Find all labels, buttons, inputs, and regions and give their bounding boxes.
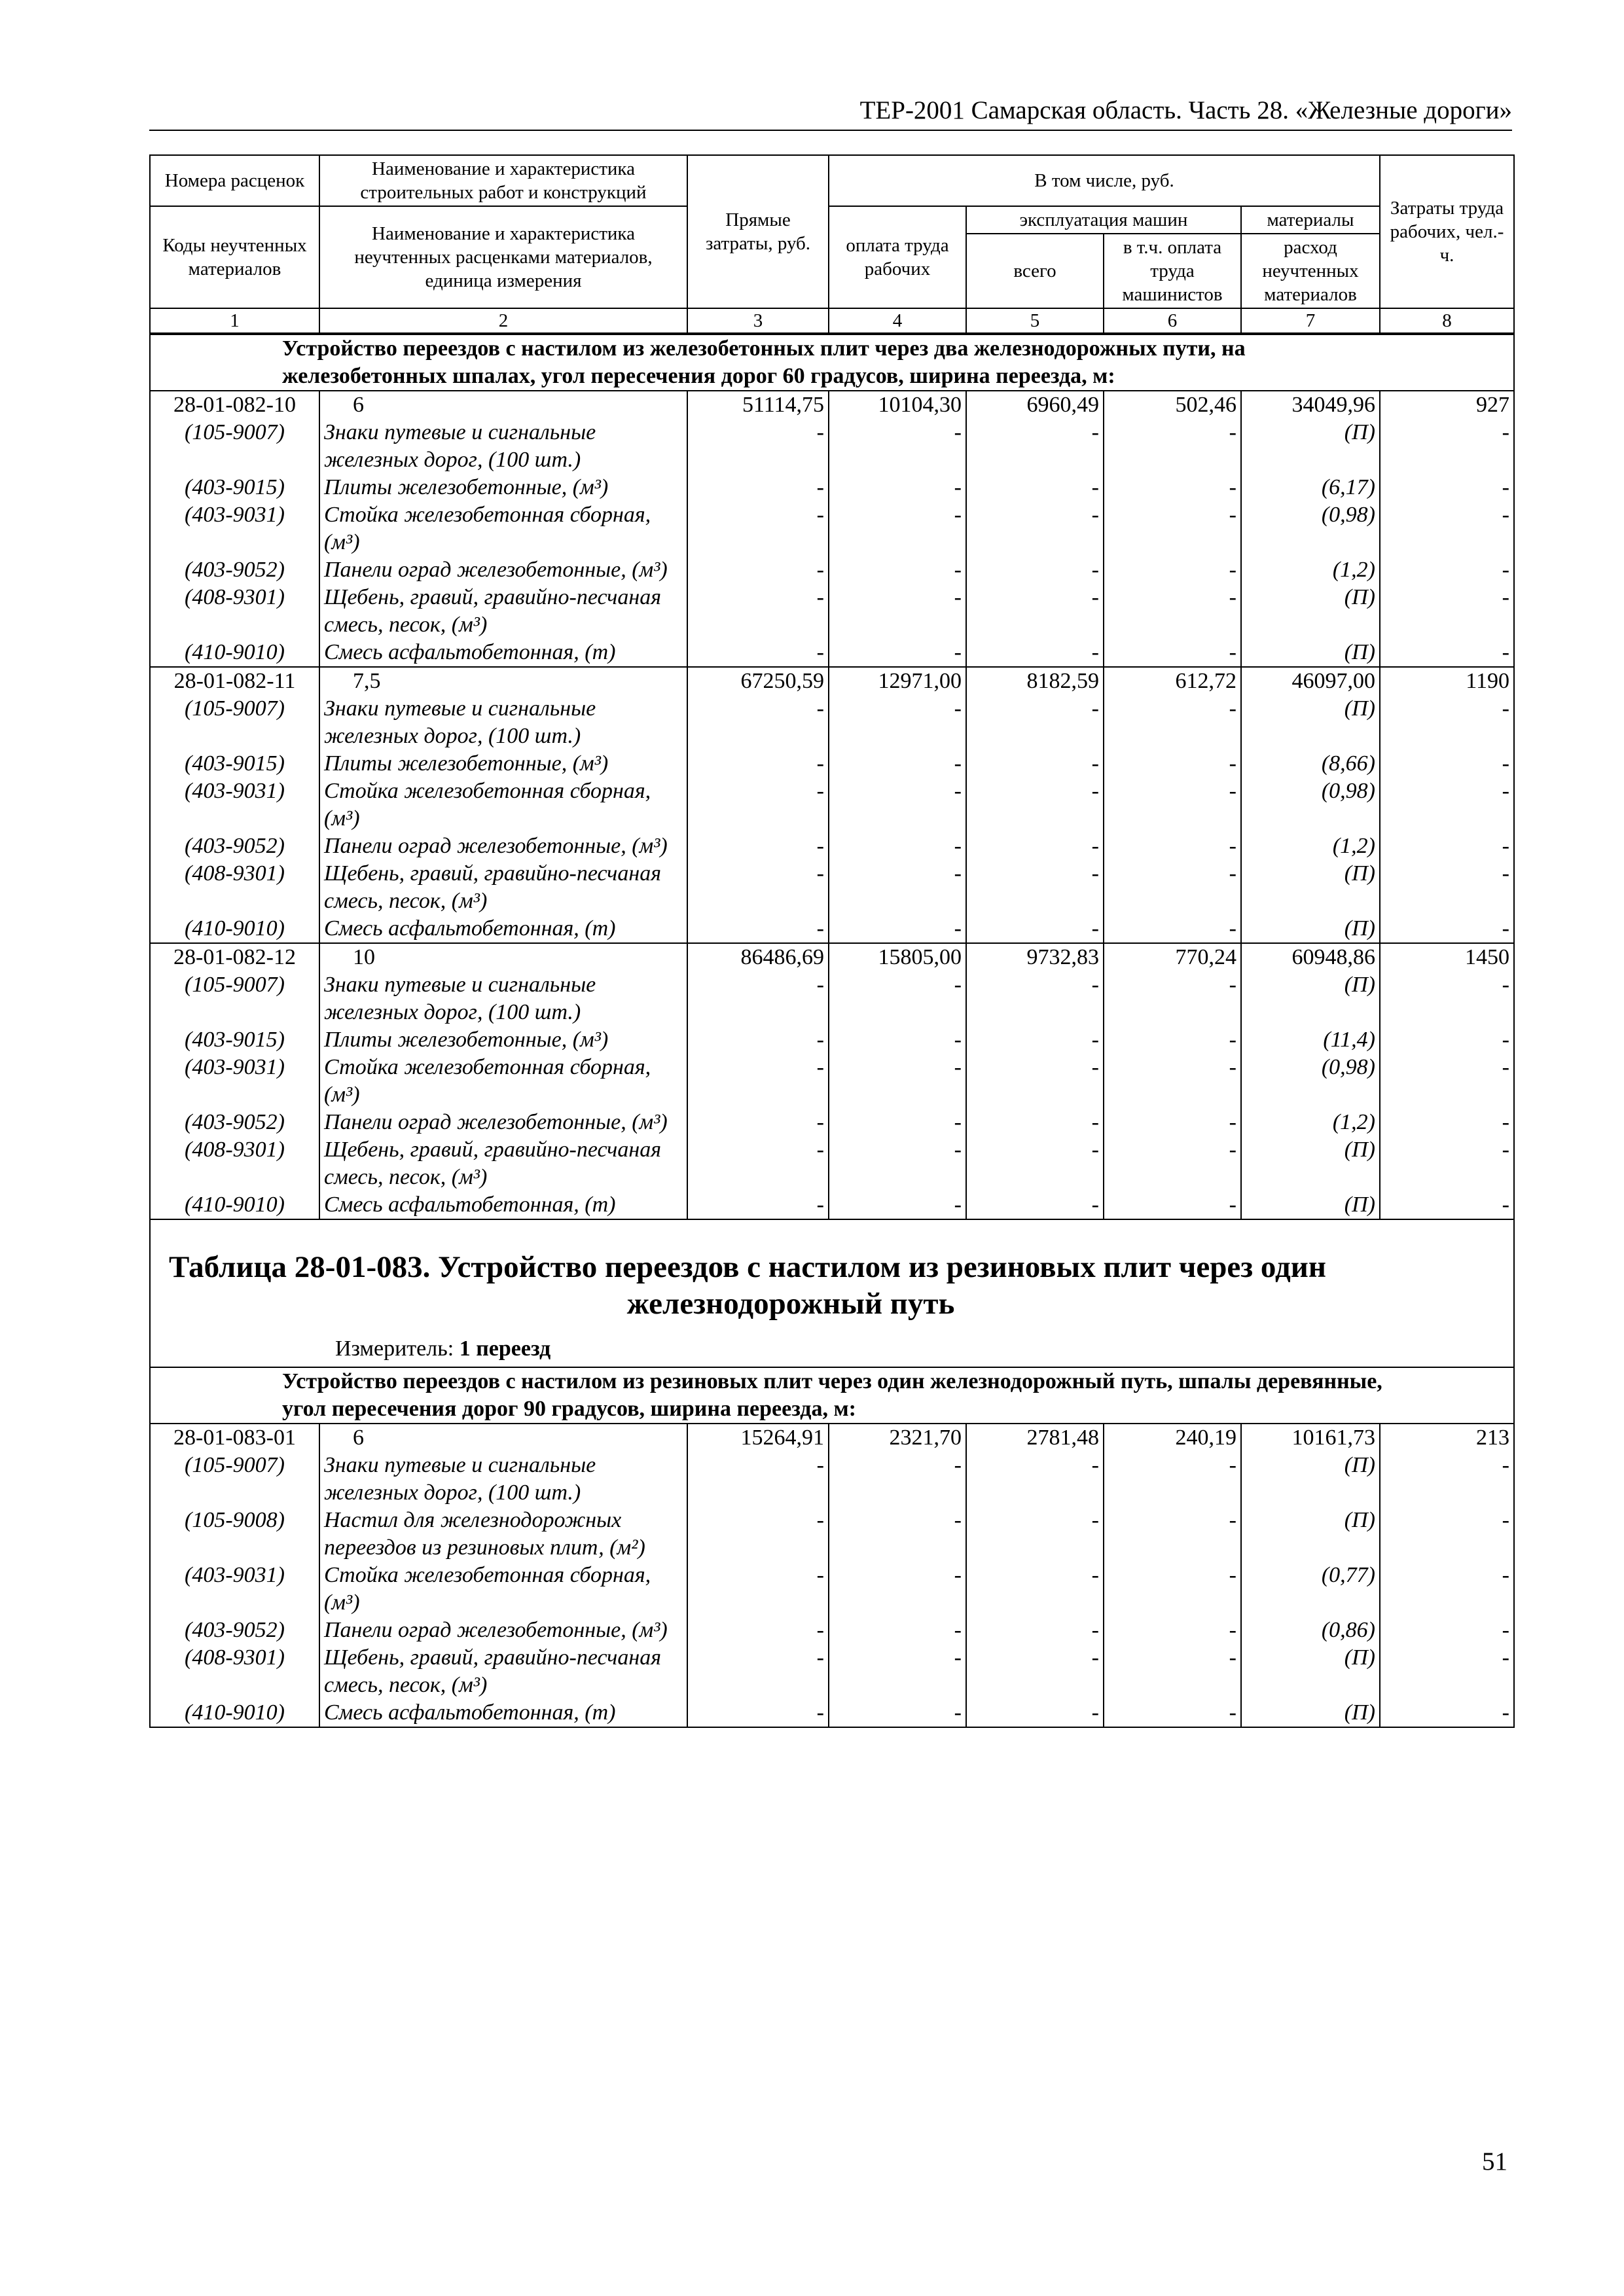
material-quantity: (П) [1241, 419, 1380, 474]
material-row [151, 1699, 1513, 1727]
dash-cell: - [829, 695, 966, 750]
rate-code: 28-01-082-10 [151, 391, 319, 419]
machinist-pay: 770,24 [1104, 943, 1241, 971]
dash-cell: - [1380, 501, 1513, 556]
material-name: Плиты железобетонные, (м³) [319, 1026, 687, 1054]
header-work-name: Наименование и характеристика строительных работ и конструкций [319, 155, 687, 206]
dash-cell: - [829, 474, 966, 501]
dash-cell: - [1380, 915, 1513, 943]
column-number: 2 [319, 308, 687, 333]
material-code: (408-9301) [185, 1645, 285, 1670]
direct-costs: 86486,69 [687, 943, 829, 971]
page-number: 51 [1482, 2147, 1507, 2176]
header-materials: материалы [1241, 206, 1380, 234]
dash-cell: - [829, 501, 966, 556]
machine-costs: 2781,48 [966, 1424, 1104, 1452]
dash-cell: - [1380, 778, 1513, 833]
dash-cell: - [687, 501, 829, 556]
material-row [151, 1109, 1513, 1136]
dash-cell: - [966, 750, 1104, 778]
crossing-width: 6 [319, 1424, 687, 1452]
section-2-table [151, 1367, 1513, 1727]
section-title: Устройство переездов с настилом из железобетонных плит через два железнодорожных пути, на железобетонных шпалах, угол пересечения дорог 60 градусов, ширина переезда, м: [151, 334, 1513, 391]
dash-cell: - [829, 1562, 966, 1617]
measurement-unit: Измеритель: 1 переезд [335, 1336, 551, 1361]
dash-cell: - [687, 1026, 829, 1054]
dash-cell: - [966, 1644, 1104, 1699]
dash-cell: - [687, 860, 829, 915]
material-quantity: (0,77) [1241, 1562, 1380, 1617]
material-name: Смесь асфальтобетонная, (т) [319, 639, 687, 667]
crossing-width: 6 [319, 391, 687, 419]
dash-cell: - [966, 1452, 1104, 1507]
dash-cell: - [966, 1191, 1104, 1219]
material-name: Плиты железобетонные, (м³) [319, 750, 687, 778]
header-material-name: Наименование и характеристика неучтенных расценками материалов, единица измерения [319, 206, 687, 308]
material-quantity: (1,2) [1241, 1109, 1380, 1136]
dash-cell: - [966, 778, 1104, 833]
material-name: Стойка железобетонная сборная, (м³) [319, 501, 687, 556]
dash-cell: - [1380, 474, 1513, 501]
section-1-table [151, 334, 1513, 1219]
material-code: (403-9031) [185, 779, 285, 803]
dash-cell: - [1104, 695, 1241, 750]
material-quantity: (П) [1241, 971, 1380, 1026]
dash-cell: - [1380, 750, 1513, 778]
dash-cell: - [687, 639, 829, 667]
header-worker-pay: оплата труда рабочих [829, 206, 966, 308]
dash-cell: - [1104, 1054, 1241, 1109]
dash-cell: - [829, 1699, 966, 1727]
material-row [151, 1191, 1513, 1219]
material-row [151, 915, 1513, 943]
material-name: Панели оград железобетонные, (м³) [319, 1109, 687, 1136]
dash-cell: - [1104, 1109, 1241, 1136]
material-quantity: (П) [1241, 915, 1380, 943]
dash-cell: - [966, 1136, 1104, 1191]
material-quantity: (6,17) [1241, 474, 1380, 501]
dash-cell: - [1104, 1644, 1241, 1699]
dash-cell: - [1104, 419, 1241, 474]
dash-cell: - [966, 501, 1104, 556]
dash-cell: - [687, 1699, 829, 1727]
material-name: Панели оград железобетонные, (м³) [319, 556, 687, 584]
dash-cell: - [1104, 833, 1241, 860]
header-rate-numbers: Номера расценок [151, 155, 319, 206]
dash-cell: - [687, 695, 829, 750]
dash-cell: - [1104, 971, 1241, 1026]
header-unaccounted-materials: расход неучтенных материалов [1241, 234, 1380, 308]
worker-pay: 12971,00 [829, 667, 966, 695]
dash-cell: - [1104, 1026, 1241, 1054]
dash-cell: - [1380, 1452, 1513, 1507]
labor-hours: 213 [1380, 1424, 1513, 1452]
rate-row [151, 391, 1513, 419]
material-row [151, 1136, 1513, 1191]
header-material-codes: Коды неучтенных материалов [151, 206, 319, 308]
material-row [151, 833, 1513, 860]
material-code: (408-9301) [185, 1138, 285, 1162]
dash-cell: - [966, 1699, 1104, 1727]
dash-cell: - [829, 915, 966, 943]
dash-cell: - [1104, 915, 1241, 943]
worker-pay: 10104,30 [829, 391, 966, 419]
material-quantity: (0,98) [1241, 501, 1380, 556]
dash-cell: - [829, 1136, 966, 1191]
dash-cell: - [966, 860, 1104, 915]
dash-cell: - [1104, 1191, 1241, 1219]
dash-cell: - [1104, 639, 1241, 667]
material-code: (403-9015) [185, 1028, 285, 1052]
dash-cell: - [1380, 1644, 1513, 1699]
rate-row [151, 667, 1513, 695]
material-quantity: (8,66) [1241, 750, 1380, 778]
material-quantity: (П) [1241, 1699, 1380, 1727]
material-code: (105-9007) [185, 696, 285, 721]
machinist-pay: 502,46 [1104, 391, 1241, 419]
material-code: (403-9031) [185, 503, 285, 527]
machine-costs: 9732,83 [966, 943, 1104, 971]
dash-cell: - [1104, 1507, 1241, 1562]
material-quantity: (П) [1241, 1507, 1380, 1562]
dash-cell: - [829, 860, 966, 915]
dash-cell: - [687, 584, 829, 639]
column-number: 8 [1380, 308, 1513, 333]
table-header [151, 154, 1513, 334]
dash-cell: - [966, 971, 1104, 1026]
dash-cell: - [1380, 860, 1513, 915]
rate-code: 28-01-082-12 [151, 943, 319, 971]
labor-hours: 1190 [1380, 667, 1513, 695]
machinist-pay: 240,19 [1104, 1424, 1241, 1452]
column-number: 4 [829, 308, 966, 333]
dash-cell: - [829, 556, 966, 584]
material-code: (403-9052) [185, 558, 285, 582]
material-code: (408-9301) [185, 861, 285, 886]
material-code: (408-9301) [185, 585, 285, 609]
material-name: Смесь асфальтобетонная, (т) [319, 915, 687, 943]
dash-cell: - [829, 1507, 966, 1562]
material-quantity: (П) [1241, 584, 1380, 639]
header-machine-operation: эксплуатация машин [966, 206, 1241, 234]
material-row [151, 1507, 1513, 1562]
material-row [151, 750, 1513, 778]
dash-cell: - [829, 1191, 966, 1219]
dash-cell: - [966, 1507, 1104, 1562]
dash-cell: - [1104, 750, 1241, 778]
material-row [151, 639, 1513, 667]
dash-cell: - [966, 695, 1104, 750]
material-quantity: (П) [1241, 1191, 1380, 1219]
dash-cell: - [966, 1054, 1104, 1109]
document-title: ТЕР-2001 Самарская область. Часть 28. «Железные дороги» [859, 96, 1512, 124]
table-title: Таблица 28-01-083. Устройство переездов с настилом из резиновых плит через один железнодорожный путь [169, 1250, 1326, 1321]
dash-cell: - [1104, 556, 1241, 584]
dash-cell: - [1380, 584, 1513, 639]
material-code: (105-9007) [185, 973, 285, 997]
page-header [149, 90, 1512, 131]
dash-cell: - [1380, 1026, 1513, 1054]
material-name: Щебень, гравий, гравийно-песчаная смесь, песок, (м³) [319, 584, 687, 639]
dash-cell: - [1380, 971, 1513, 1026]
rate-row [151, 943, 1513, 971]
dash-cell: - [829, 778, 966, 833]
material-quantity: (0,86) [1241, 1617, 1380, 1644]
rate-code: 28-01-083-01 [151, 1424, 319, 1452]
material-code: (105-9008) [185, 1508, 285, 1532]
material-name: Стойка железобетонная сборная, (м³) [319, 1562, 687, 1617]
direct-costs: 15264,91 [687, 1424, 829, 1452]
dash-cell: - [966, 1026, 1104, 1054]
dash-cell: - [1104, 474, 1241, 501]
material-row [151, 1562, 1513, 1617]
material-row [151, 1054, 1513, 1109]
crossing-width: 7,5 [319, 667, 687, 695]
dash-cell: - [1380, 419, 1513, 474]
dash-cell: - [829, 584, 966, 639]
worker-pay: 15805,00 [829, 943, 966, 971]
machinist-pay: 612,72 [1104, 667, 1241, 695]
material-code: (410-9010) [185, 916, 285, 941]
material-name: Щебень, гравий, гравийно-песчаная смесь, песок, (м³) [319, 860, 687, 915]
column-number: 6 [1104, 308, 1241, 333]
dash-cell: - [966, 1562, 1104, 1617]
material-name: Стойка железобетонная сборная, (м³) [319, 778, 687, 833]
dash-cell: - [829, 1054, 966, 1109]
dash-cell: - [829, 750, 966, 778]
dash-cell: - [687, 1452, 829, 1507]
dash-cell: - [687, 474, 829, 501]
material-row [151, 695, 1513, 750]
material-code: (105-9007) [185, 420, 285, 444]
material-name: Знаки путевые и сигнальные железных дорог, (100 шт.) [319, 1452, 687, 1507]
material-quantity: (1,2) [1241, 556, 1380, 584]
dash-cell: - [1380, 556, 1513, 584]
column-number: 1 [151, 308, 319, 333]
material-code: (410-9010) [185, 640, 285, 664]
material-row [151, 419, 1513, 474]
dash-cell: - [966, 1617, 1104, 1644]
dash-cell: - [1380, 695, 1513, 750]
material-name: Стойка железобетонная сборная, (м³) [319, 1054, 687, 1109]
material-quantity: (0,98) [1241, 778, 1380, 833]
material-code: (105-9007) [185, 1453, 285, 1477]
dash-cell: - [966, 639, 1104, 667]
dash-cell: - [829, 419, 966, 474]
machine-costs: 6960,49 [966, 391, 1104, 419]
dash-cell: - [687, 419, 829, 474]
material-row [151, 1452, 1513, 1507]
dash-cell: - [687, 1191, 829, 1219]
material-row [151, 971, 1513, 1026]
dash-cell: - [1104, 860, 1241, 915]
material-name: Настил для железнодорожных переездов из резиновых плит, (м²) [319, 1507, 687, 1562]
material-name: Смесь асфальтобетонная, (т) [319, 1191, 687, 1219]
dash-cell: - [829, 1644, 966, 1699]
material-quantity: (П) [1241, 1644, 1380, 1699]
dash-cell: - [1104, 501, 1241, 556]
dash-cell: - [1380, 1054, 1513, 1109]
dash-cell: - [1380, 1617, 1513, 1644]
material-name: Знаки путевые и сигнальные железных дорог, (100 шт.) [319, 419, 687, 474]
dash-cell: - [1380, 1699, 1513, 1727]
dash-cell: - [1104, 1562, 1241, 1617]
rates-sheet [149, 154, 1515, 1728]
material-code: (403-9015) [185, 475, 285, 499]
worker-pay: 2321,70 [829, 1424, 966, 1452]
dash-cell: - [1104, 1136, 1241, 1191]
labor-hours: 1450 [1380, 943, 1513, 971]
dash-cell: - [687, 915, 829, 943]
material-row [151, 860, 1513, 915]
dash-cell: - [1380, 1136, 1513, 1191]
dash-cell: - [829, 971, 966, 1026]
material-code: (403-9015) [185, 751, 285, 776]
dash-cell: - [1380, 1562, 1513, 1617]
rate-code: 28-01-082-11 [151, 667, 319, 695]
dash-cell: - [829, 1026, 966, 1054]
dash-cell: - [687, 833, 829, 860]
dash-cell: - [1104, 778, 1241, 833]
dash-cell: - [829, 1109, 966, 1136]
dash-cell: - [829, 1452, 966, 1507]
material-row [151, 501, 1513, 556]
dash-cell: - [1380, 1191, 1513, 1219]
material-code: (403-9052) [185, 1110, 285, 1134]
dash-cell: - [966, 419, 1104, 474]
material-code: (403-9031) [185, 1055, 285, 1079]
material-name: Щебень, гравий, гравийно-песчаная смесь, песок, (м³) [319, 1136, 687, 1191]
material-row [151, 584, 1513, 639]
header-direct-costs: Прямые затраты, руб. [687, 155, 829, 308]
material-name: Знаки путевые и сигнальные железных дорог, (100 шт.) [319, 971, 687, 1026]
dash-cell: - [1380, 639, 1513, 667]
section-title: Устройство переездов с настилом из резиновых плит через один железнодорожный путь, шпалы деревянные, угол пересечения дорог 90 градусов, ширина переезда, м: [151, 1367, 1513, 1424]
material-costs: 34049,96 [1241, 391, 1380, 419]
material-row [151, 778, 1513, 833]
material-name: Щебень, гравий, гравийно-песчаная смесь, песок, (м³) [319, 1644, 687, 1699]
material-quantity: (1,2) [1241, 833, 1380, 860]
material-code: (410-9010) [185, 1700, 285, 1725]
material-row [151, 474, 1513, 501]
material-quantity: (11,4) [1241, 1026, 1380, 1054]
material-quantity: (П) [1241, 639, 1380, 667]
material-code: (410-9010) [185, 1193, 285, 1217]
dash-cell: - [1380, 833, 1513, 860]
material-name: Смесь асфальтобетонная, (т) [319, 1699, 687, 1727]
material-costs: 46097,00 [1241, 667, 1380, 695]
dash-cell: - [829, 639, 966, 667]
dash-cell: - [1380, 1109, 1513, 1136]
dash-cell: - [966, 584, 1104, 639]
header-machinist-pay: в т.ч. оплата труда машинистов [1104, 234, 1241, 308]
dash-cell: - [829, 833, 966, 860]
material-costs: 10161,73 [1241, 1424, 1380, 1452]
machine-costs: 8182,59 [966, 667, 1104, 695]
material-quantity: (П) [1241, 860, 1380, 915]
dash-cell: - [829, 1617, 966, 1644]
dash-cell: - [966, 556, 1104, 584]
header-labor-hours: Затраты труда рабочих, чел.-ч. [1380, 155, 1513, 308]
material-code: (403-9052) [185, 834, 285, 858]
material-quantity: (П) [1241, 1136, 1380, 1191]
dash-cell: - [966, 915, 1104, 943]
direct-costs: 51114,75 [687, 391, 829, 419]
dash-cell: - [687, 1136, 829, 1191]
dash-cell: - [687, 1109, 829, 1136]
material-name: Знаки путевые и сигнальные железных дорог, (100 шт.) [319, 695, 687, 750]
dash-cell: - [1104, 1452, 1241, 1507]
crossing-width: 10 [319, 943, 687, 971]
dash-cell: - [1380, 1507, 1513, 1562]
dash-cell: - [1104, 584, 1241, 639]
material-row [151, 1026, 1513, 1054]
dash-cell: - [966, 1109, 1104, 1136]
dash-cell: - [1104, 1699, 1241, 1727]
dash-cell: - [687, 1617, 829, 1644]
header-including: В том числе, руб. [829, 155, 1380, 206]
dash-cell: - [687, 750, 829, 778]
rate-row [151, 1424, 1513, 1452]
labor-hours: 927 [1380, 391, 1513, 419]
dash-cell: - [687, 1507, 829, 1562]
dash-cell: - [687, 778, 829, 833]
dash-cell: - [1104, 1617, 1241, 1644]
table-caption-block [151, 1219, 1513, 1367]
material-name: Панели оград железобетонные, (м³) [319, 1617, 687, 1644]
column-number: 7 [1241, 308, 1380, 333]
material-row [151, 1644, 1513, 1699]
material-row [151, 1617, 1513, 1644]
material-name: Панели оград железобетонные, (м³) [319, 833, 687, 860]
material-quantity: (0,98) [1241, 1054, 1380, 1109]
material-costs: 60948,86 [1241, 943, 1380, 971]
dash-cell: - [966, 474, 1104, 501]
material-code: (403-9031) [185, 1563, 285, 1587]
material-row [151, 556, 1513, 584]
dash-cell: - [966, 833, 1104, 860]
column-number: 5 [966, 308, 1104, 333]
direct-costs: 67250,59 [687, 667, 829, 695]
dash-cell: - [687, 1054, 829, 1109]
material-quantity: (П) [1241, 1452, 1380, 1507]
column-number: 3 [687, 308, 829, 333]
header-machine-total: всего [966, 234, 1104, 308]
dash-cell: - [687, 1562, 829, 1617]
dash-cell: - [687, 556, 829, 584]
material-name: Плиты железобетонные, (м³) [319, 474, 687, 501]
dash-cell: - [687, 971, 829, 1026]
dash-cell: - [687, 1644, 829, 1699]
material-quantity: (П) [1241, 695, 1380, 750]
material-code: (403-9052) [185, 1618, 285, 1642]
